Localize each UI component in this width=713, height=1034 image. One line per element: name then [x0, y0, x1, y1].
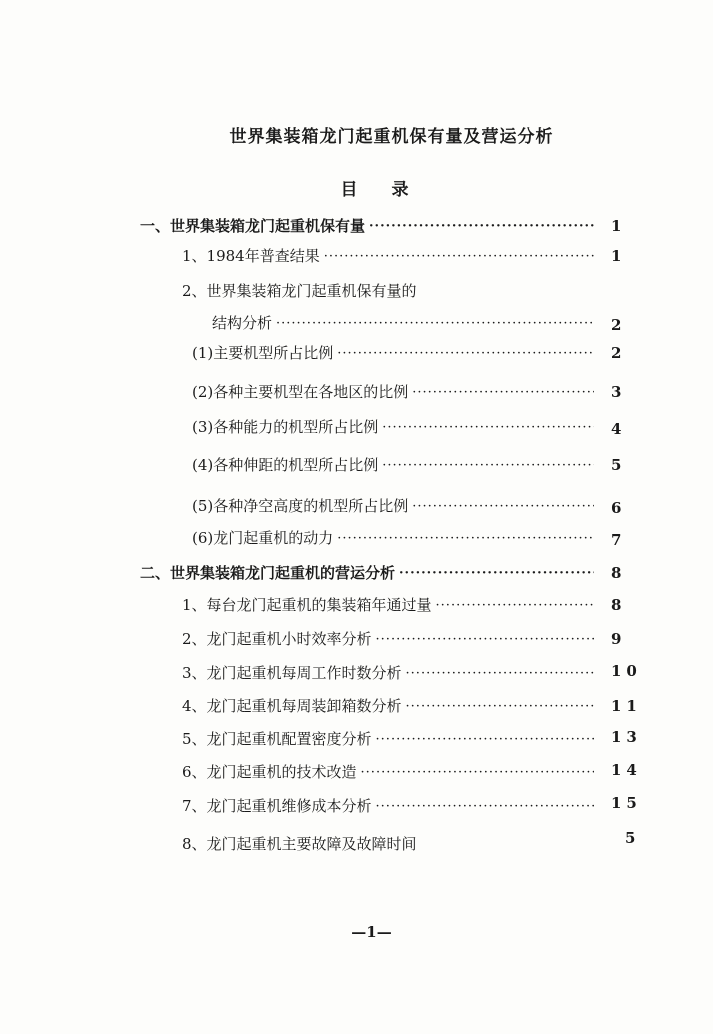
toc-entry-item-1 — [192, 341, 598, 365]
toc-entry-section-1-2 — [182, 279, 482, 303]
toc-entry-item-6 — [192, 526, 598, 550]
toc-entry-label: 6、龙门起重机的技术改造 — [182, 763, 357, 781]
toc-page-number: 1 — [611, 217, 627, 235]
toc-page-number: 11 — [611, 697, 642, 715]
toc-entry-label: 7、龙门起重机维修成本分析 — [182, 797, 372, 815]
toc-entry-item-3 — [192, 415, 598, 439]
toc-entry-label: 结构分析 — [212, 314, 273, 332]
document-title: 世界集装箱龙门起重机保有量及营运分析 — [229, 127, 554, 147]
toc-entry-label: (6)龙门起重机的动力 — [192, 529, 334, 547]
toc-leader-dots — [337, 341, 594, 365]
toc-entry-chapter-1 — [140, 214, 598, 238]
toc-entry-section-2-7 — [182, 794, 598, 818]
toc-leader-dots — [361, 760, 594, 784]
toc-leader-dots — [406, 694, 594, 718]
toc-entry-label: 1、每台龙门起重机的集装箱年通过量 — [182, 596, 432, 614]
toc-page-number: 6 — [611, 499, 627, 517]
toc-leader-dots — [337, 526, 594, 550]
toc-page-number: 15 — [611, 794, 642, 812]
toc-entry-section-2-4 — [182, 694, 598, 718]
toc-page-number: 13 — [611, 728, 642, 746]
toc-entry-chapter-2 — [140, 561, 598, 585]
toc-page-number: 2 — [611, 344, 627, 362]
toc-leader-dots — [376, 727, 594, 751]
toc-entry-label: (3)各种能力的机型所占比例 — [192, 418, 379, 436]
toc-entry-label: 1、1984年普查结果 — [182, 247, 320, 265]
toc-page-number: 8 — [611, 596, 627, 614]
toc-leader-dots — [406, 661, 594, 685]
toc-page-number: 1 — [611, 247, 627, 265]
toc-entry-item-4 — [192, 453, 598, 477]
toc-page-number: 14 — [611, 761, 642, 779]
toc-leader-dots — [412, 380, 594, 404]
toc-leader-dots — [376, 627, 594, 651]
toc-entry-section-2-6 — [182, 760, 598, 784]
toc-leader-dots — [412, 494, 594, 518]
toc-entry-label: 二、世界集装箱龙门起重机的营运分析 — [140, 564, 396, 582]
toc-page-number: 2 — [611, 316, 627, 334]
toc-entry-section-2-1 — [182, 593, 598, 617]
toc-page-number: 4 — [611, 420, 627, 438]
toc-entry-section-2-5 — [182, 727, 598, 751]
toc-leader-dots — [382, 415, 594, 439]
toc-entry-label: 5、龙门起重机配置密度分析 — [182, 730, 372, 748]
toc-entry-section-1-2-cont — [212, 311, 598, 335]
toc-entry-label: 2、龙门起重机小时效率分析 — [182, 630, 372, 648]
toc-entry-section-1-1 — [182, 244, 598, 268]
toc-page-number: 3 — [611, 383, 627, 401]
toc-entry-label: 2、世界集装箱龙门起重机保有量的 — [182, 282, 417, 300]
toc-entry-label: 一、世界集装箱龙门起重机保有量 — [140, 217, 366, 235]
toc-entry-label: (5)各种净空高度的机型所占比例 — [192, 497, 409, 515]
toc-leader-dots — [369, 214, 594, 238]
toc-leader-dots — [276, 311, 594, 335]
toc-entry-item-2 — [192, 380, 598, 404]
toc-leader-dots — [399, 561, 594, 585]
toc-entry-label: (1)主要机型所占比例 — [192, 344, 334, 362]
toc-entry-section-2-3 — [182, 661, 598, 685]
page-footer-number: —1— — [351, 923, 392, 941]
toc-entry-label: 4、龙门起重机每周装卸箱数分析 — [182, 697, 402, 715]
toc-page-number: 10 — [611, 662, 642, 680]
toc-entry-item-5 — [192, 494, 598, 518]
toc-page-number: 5 — [611, 456, 627, 474]
toc-page-number: 9 — [611, 630, 627, 648]
toc-entry-label: (4)各种伸距的机型所占比例 — [192, 456, 379, 474]
toc-entry-label: (2)各种主要机型在各地区的比例 — [192, 383, 409, 401]
toc-entry-section-2-8 — [182, 832, 482, 856]
toc-entry-label: 3、龙门起重机每周工作时数分析 — [182, 664, 402, 682]
toc-leader-dots — [436, 593, 594, 617]
toc-leader-dots — [324, 244, 594, 268]
toc-page-number: 7 — [611, 531, 627, 549]
toc-leader-dots — [376, 794, 594, 818]
toc-page-number: 8 — [611, 564, 627, 582]
toc-heading: 目 录 — [340, 180, 423, 200]
toc-leader-dots — [382, 453, 594, 477]
toc-entry-section-2-2 — [182, 627, 598, 651]
toc-entry-label: 8、龙门起重机主要故障及故障时间 — [182, 835, 417, 853]
toc-page-number: 5 — [625, 829, 641, 847]
